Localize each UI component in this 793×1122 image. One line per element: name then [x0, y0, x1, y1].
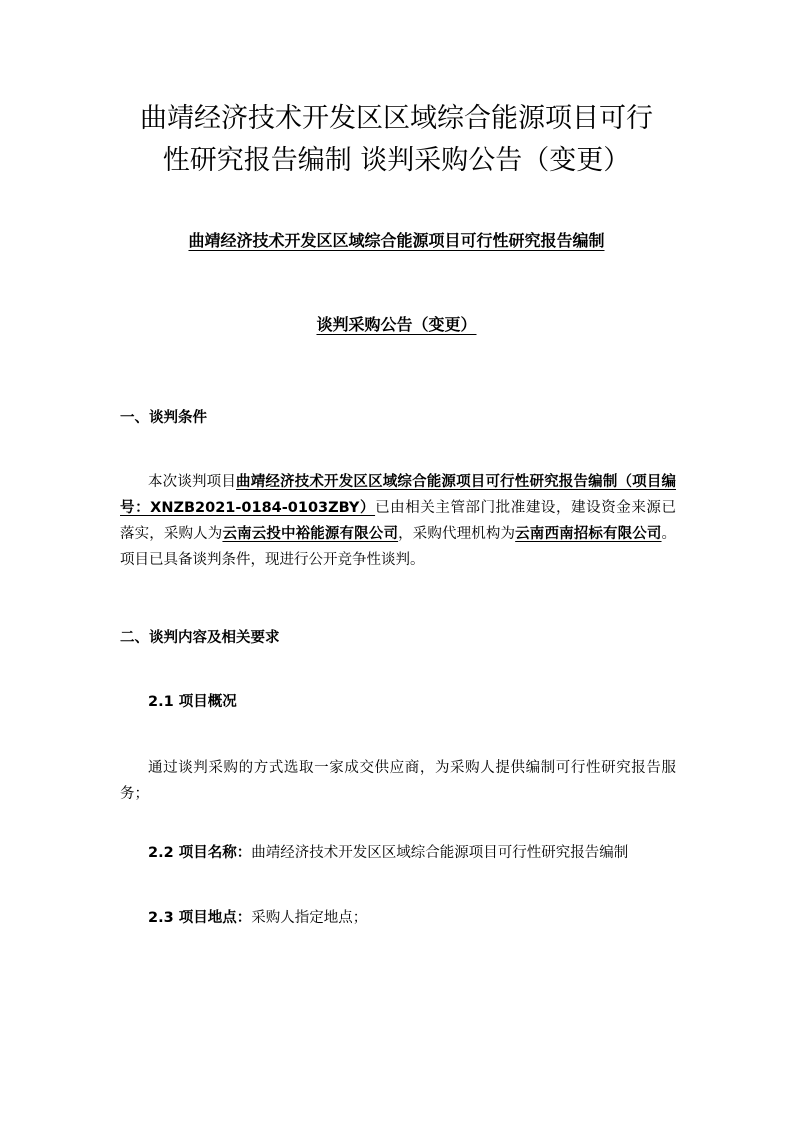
section-2-3-item: [148, 907, 688, 929]
para-prefix: 本次谈判项目: [148, 474, 237, 490]
project-code: （项目编号：XNZB2021-0184-0103ZBY）: [120, 474, 677, 516]
item-2-2-value: 曲靖经济技术开发区区域综合能源项目可行性研究报告编制: [251, 845, 629, 861]
agency-name: 云南西南招标有限公司: [515, 526, 662, 542]
section-1-heading: 一、谈判条件: [120, 410, 207, 426]
item-2-3-value: 采购人指定地点；: [251, 910, 368, 926]
subtitle-project-name: 曲靖经济技术开发区区域综合能源项目可行性研究报告编制: [188, 231, 605, 250]
project-name-link: 曲靖经济技术开发区区域综合能源项目可行性研究报告编制: [236, 474, 618, 490]
section-2-2-item: [148, 842, 688, 864]
section-2-1-heading: 2.1 项目概况: [148, 694, 237, 710]
para-mid-1: 已由相关主管部门批准建设，建设资金来源已落实，采购人为: [120, 500, 676, 542]
page-title-line-2: 性研究报告编制 谈判采购公告（变更）: [162, 145, 631, 176]
purchaser-name: 云南云投中裕能源有限公司: [222, 526, 399, 542]
item-2-2-label: 2.2 项目名称：: [148, 845, 252, 861]
section-2-1-text: 通过谈判采购的方式选取一家成交供应商，为采购人提供编制可行性研究报告服务；: [120, 760, 676, 802]
para-mid-2: ，采购代理机构为: [398, 526, 516, 542]
page-title-line-1: 曲靖经济技术开发区区域综合能源项目可行: [140, 103, 653, 134]
item-2-3-label: 2.3 项目地点：: [148, 910, 252, 926]
section-2-heading: 二、谈判内容及相关要求: [120, 630, 280, 646]
subtitle-announcement: 谈判采购公告（变更）: [316, 315, 477, 334]
para-suffix: 。项目已具备谈判条件，现进行公开竞争性谈判。: [120, 526, 677, 568]
section-1-paragraph: [120, 469, 676, 573]
page-title: [100, 98, 693, 182]
